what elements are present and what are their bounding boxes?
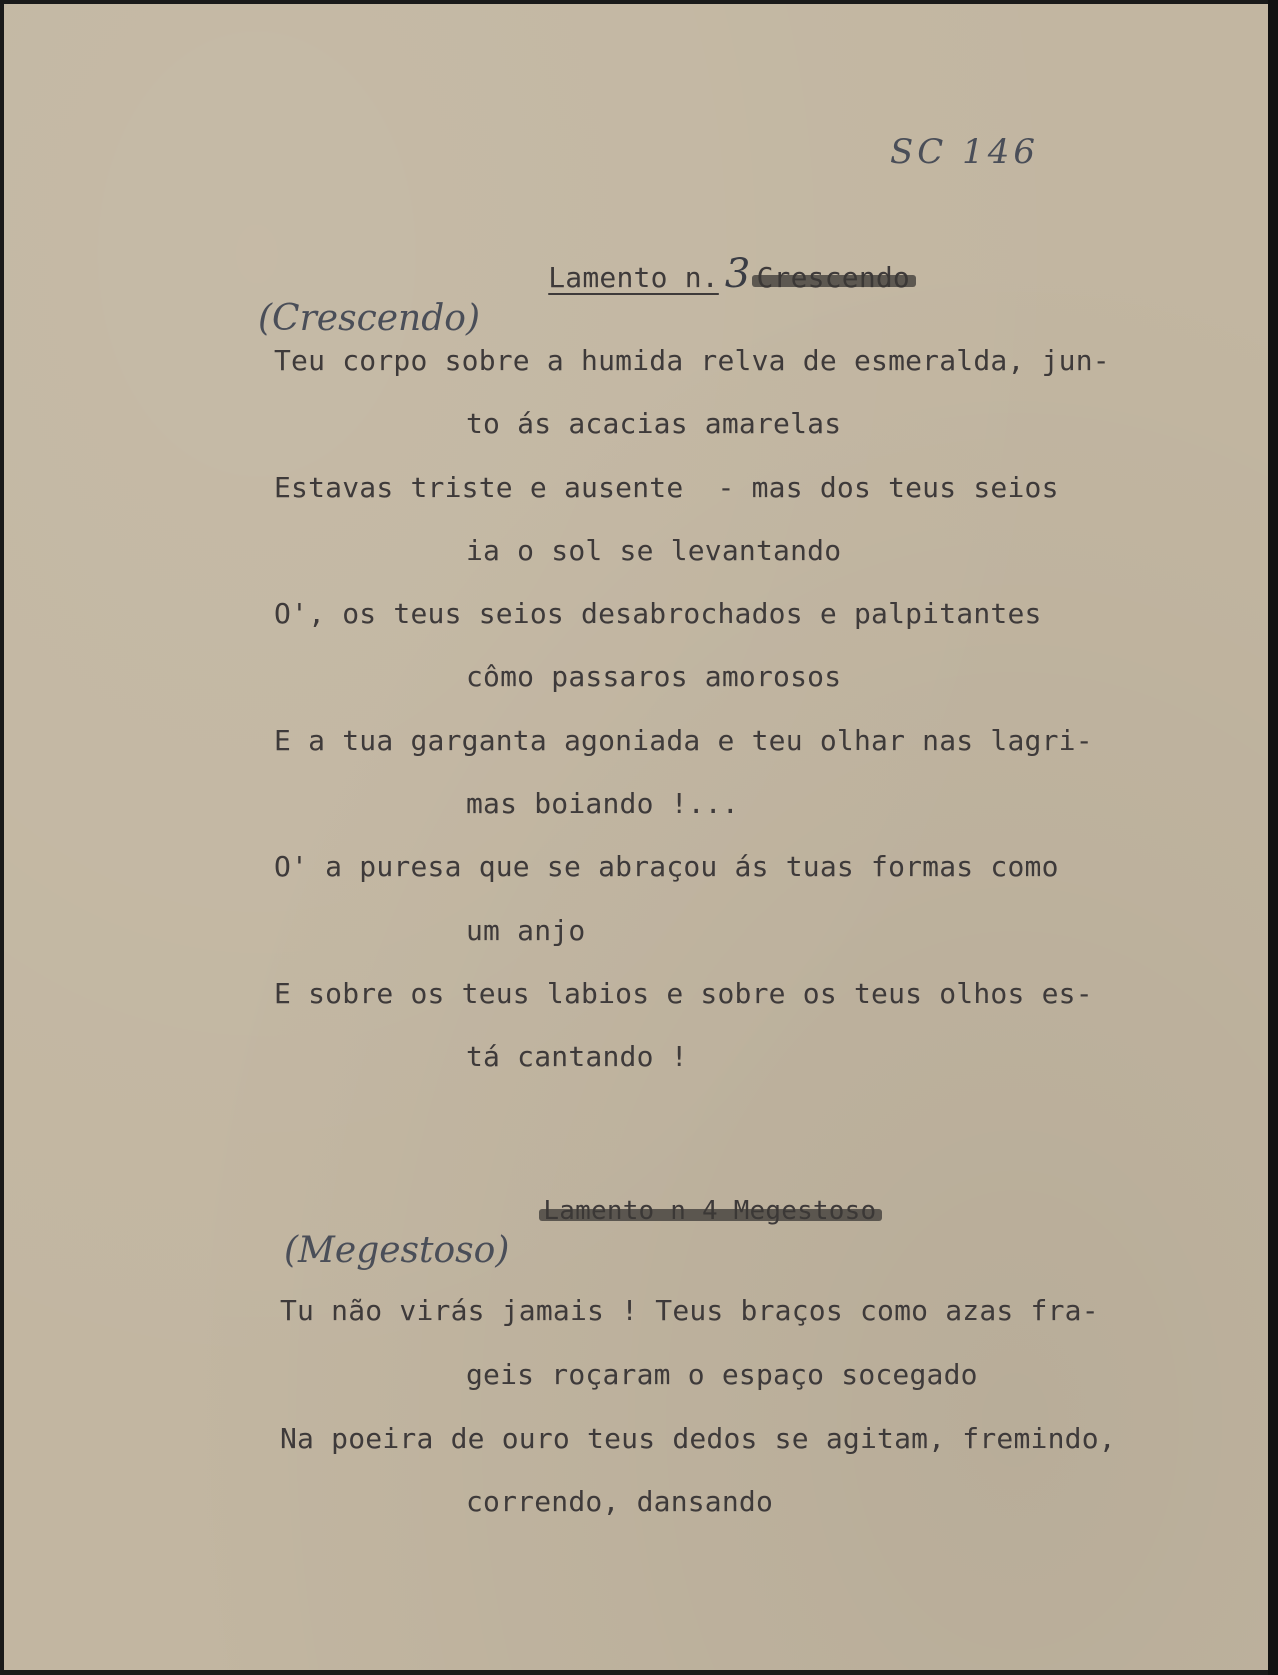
poem1-struck-word [756,261,910,294]
poem1-line: cômo passaros amorosos [466,660,842,693]
archive-code: SC 146 [890,132,1040,172]
scan-edge [1268,0,1278,1675]
poem1-title-prefix: Lamento n. [548,261,719,294]
poem2-title [480,1166,876,1256]
poem1-line: tá cantando ! [466,1040,688,1073]
poem1-line: mas boiando !... [466,787,739,820]
poem1-line: to ás acacias amarelas [466,407,842,440]
poem1-handwritten-note: (Crescendo) [258,298,480,339]
poem1-line: E a tua garganta agoniada e teu olhar nas lagri- [274,724,1093,757]
strikethrough-scribble [539,1209,882,1221]
poem1-title-number: 3 [724,251,751,297]
poem1-line: ia o sol se levantando [466,534,842,567]
poem1-line: um anjo [466,914,586,947]
poem2-line: Tu não virás jamais ! Teus braços como azas fra- [280,1294,1099,1327]
poem2-handwritten-note: (Megestoso) [284,1230,510,1271]
poem2-struck-title [543,1196,876,1226]
poem1-line: O' a puresa que se abraçou ás tuas formas como [274,850,1059,883]
poem2-line: correndo, dansando [466,1485,774,1518]
poem1-line: Estavas triste e ausente - mas dos teus seios [274,471,1059,504]
document-page [4,4,1268,1670]
poem1-line: E sobre os teus labios e sobre os teus olhos es- [274,977,1093,1010]
poem2-line: Na poeira de ouro teus dedos se agitam, fremindo, [280,1422,1116,1455]
poem1-title [480,218,910,330]
poem2-line: geis roçaram o espaço socegado [466,1358,978,1391]
poem1-line: O', os teus seios desabrochados e palpitantes [274,597,1042,630]
poem1-line: Teu corpo sobre a humida relva de esmeralda, jun- [274,344,1110,377]
strikethrough-scribble [752,275,916,287]
